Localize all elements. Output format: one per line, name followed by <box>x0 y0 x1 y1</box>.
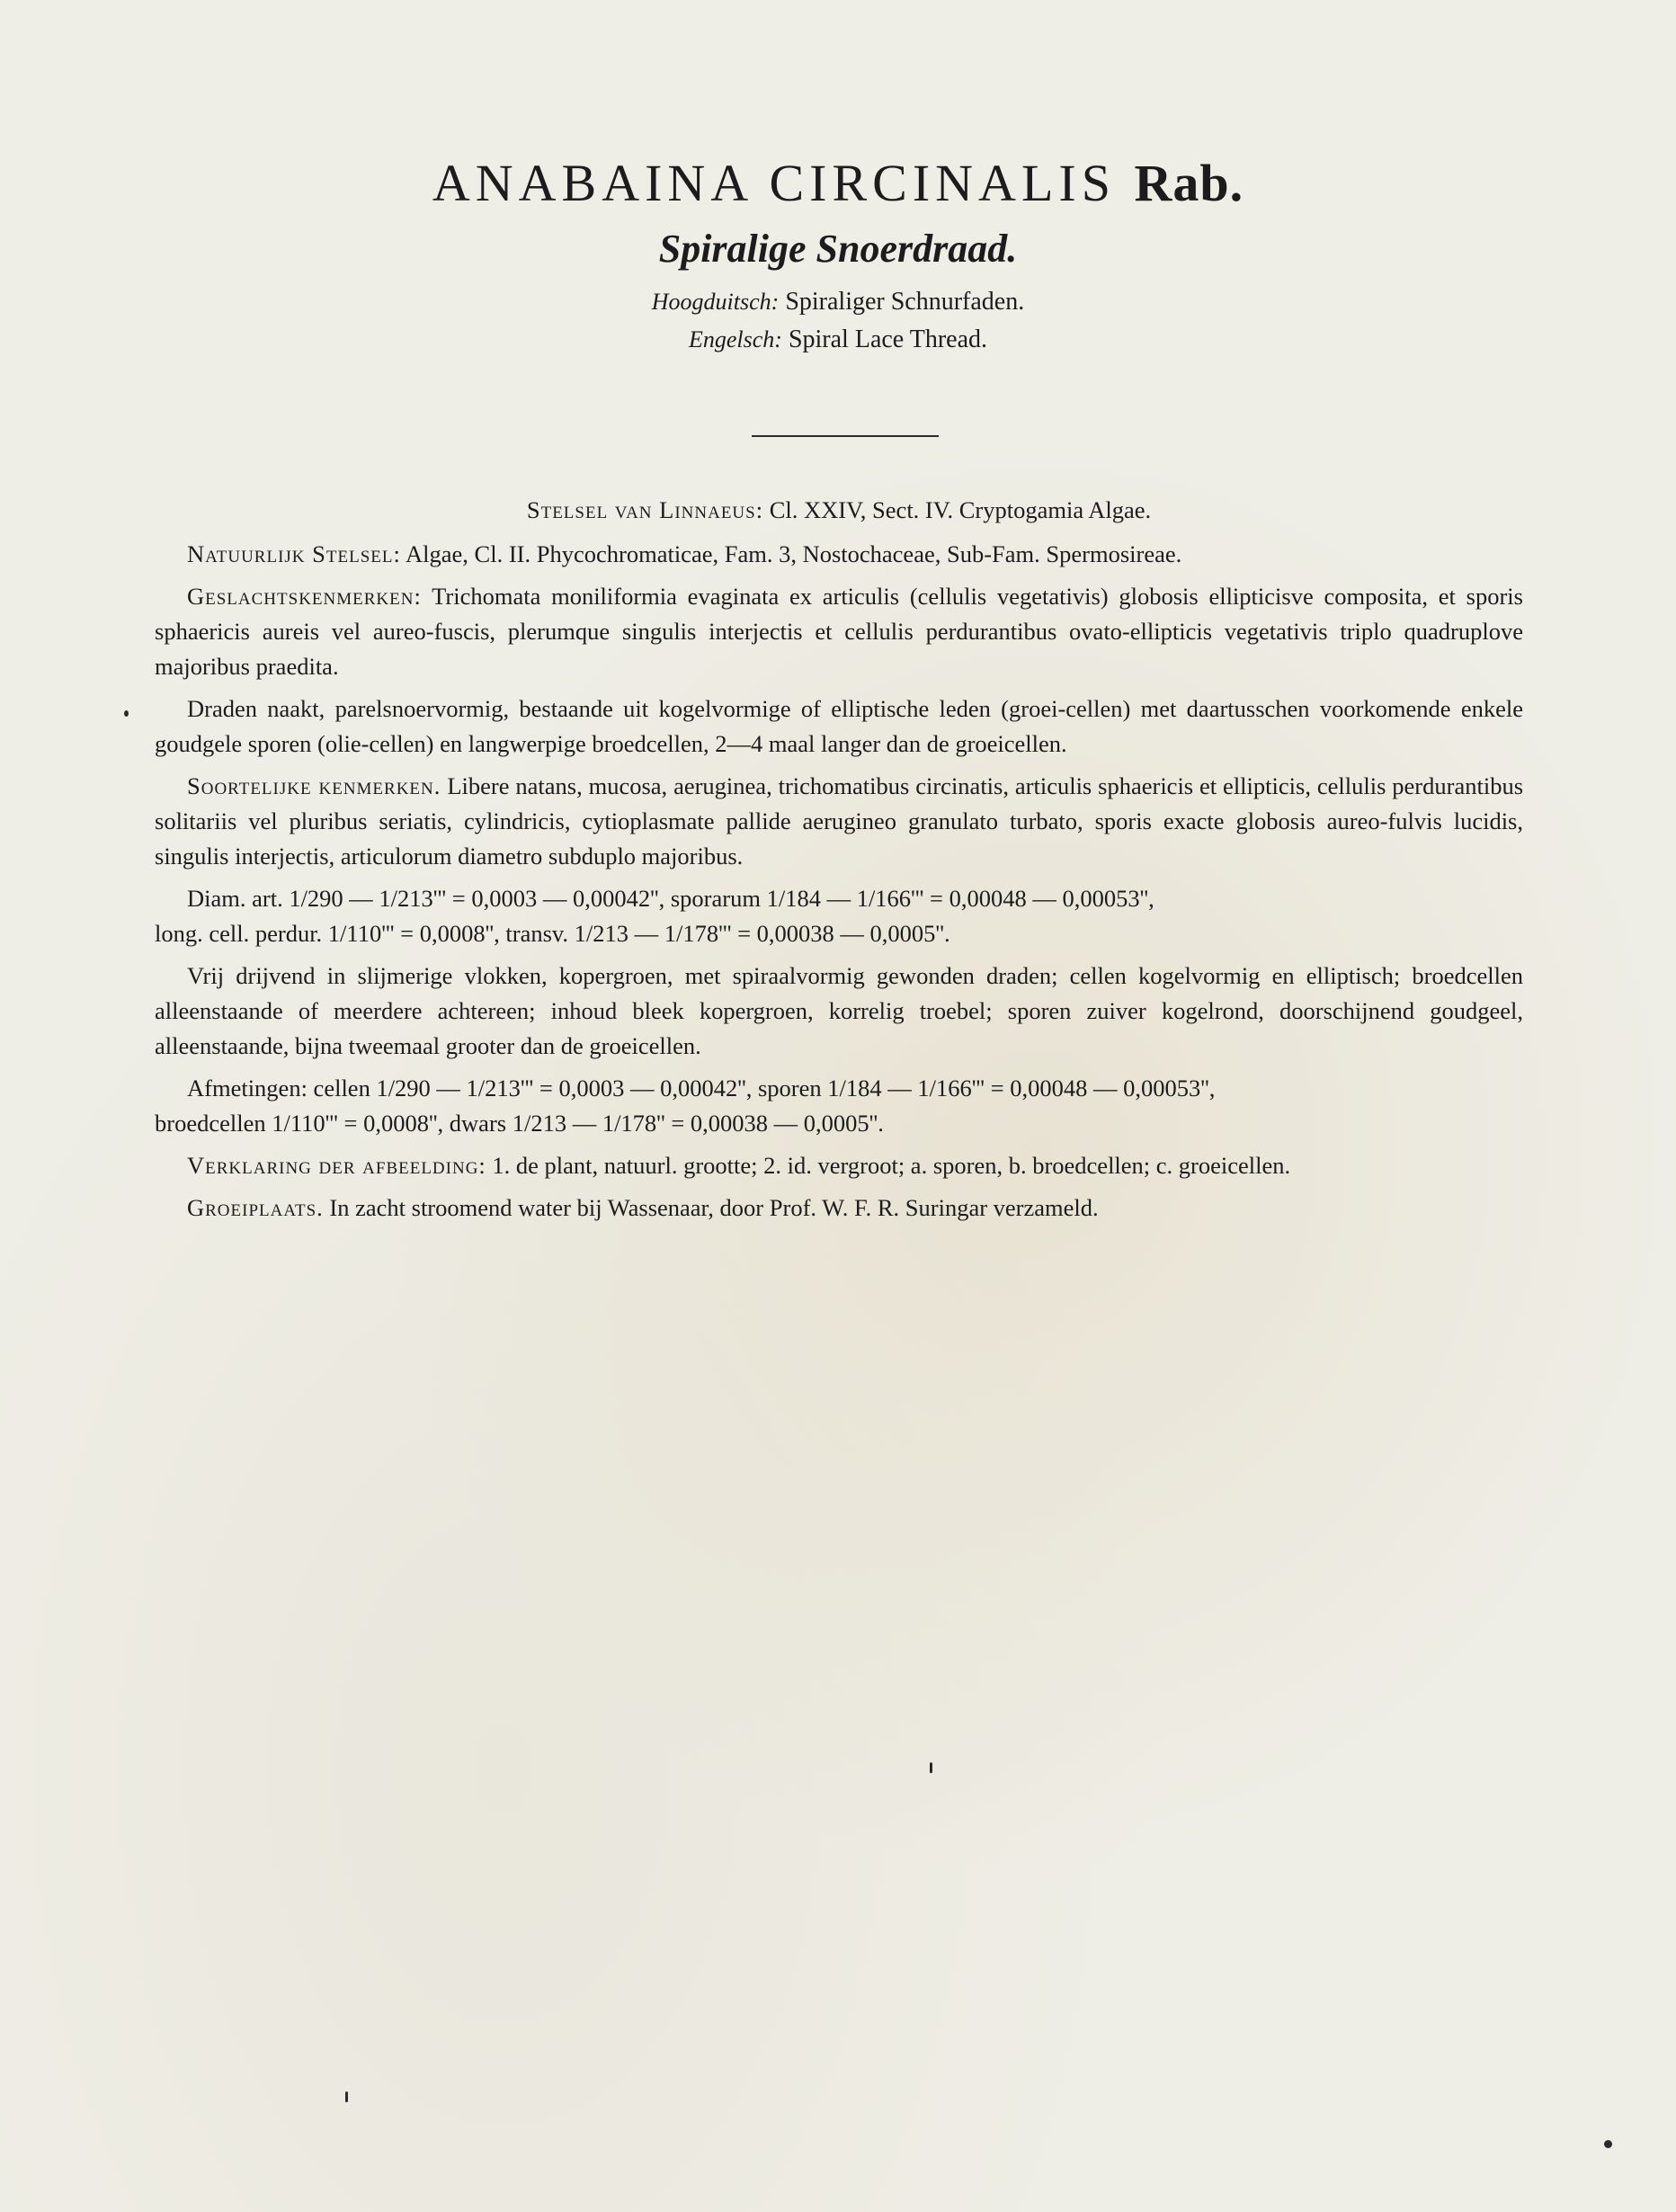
diameter-line-2: long. cell. perdur. 1/110''' = 0,0008'', transv. 1/213 — 1/178''' = 0,00038 — 0,0005''. <box>155 920 950 947</box>
species-dutch: Vrij drijvend in slijmerige vlokken, kopergroen, met spiraalvormig gewonden draden; cellen kogelvormig en elliptisch; broedcellen alleenstaande of meerdere achtereen; inhoud bleek kopergroen, korrelig troebel; sporen zuiver kogelrond, doorschijnend goudgeel, alleenstaande, bijna tweemaal grooter dan de groeicellen. <box>155 962 1523 1059</box>
diameter-measurements <box>155 881 1523 916</box>
genus-dutch: Draden naakt, parelsnoervormig, bestaande uit kogelvormige of elliptische leden (groei-cellen) met daartusschen voorkomende enkele goudgele sporen (olie-cellen) en langwerpige broedcellen, 2—4 maal langer dan de groeicellen. <box>155 695 1523 757</box>
german-name-line <box>0 288 1676 317</box>
natural-system <box>155 537 1523 572</box>
english-name: Spiral Lace Thread. <box>788 326 987 353</box>
habitat-label: Groeiplaats. <box>187 1194 324 1221</box>
figure-explanation-label: Verklaring der afbeelding: <box>187 1152 486 1179</box>
species-author: Rab. <box>1134 154 1244 212</box>
natural-label: Natuurlijk Stelsel: <box>187 540 401 567</box>
dutch-common-name: Spiralige Snoerdraad. <box>658 227 1018 271</box>
measurements-dutch <box>155 1071 1523 1106</box>
habitat-text: In zacht stroomend water bij Wassenaar, door Prof. W. F. R. Suringar verzameld. <box>329 1194 1099 1221</box>
species-text: Libere natans, mucosa, aeruginea, trichomatibus circinatis, articulis sphaericis et ellipticis, cellulis perdurantibus solitariis vel pluribus seriatis, cylindricis, cytioplasmate pallide aerugineo granulato turbato, sporis exacte globosis aureo-fulvis lucidis, singulis interjectis, articulorum diametro subduplo majoribus. <box>155 772 1524 870</box>
genus-text: Trichomata moniliformia evaginata ex articulis (cellulis vegetativis) globosis ellipticisve composita, et sporis sphaericis aureis vel aureo-fuscis, plerumque singulis interjectis et cellulis perdurantibus ovato-ellipticis vegetativis triplo quadruplove majoribus praedita. <box>155 583 1523 680</box>
figure-explanation-text: 1. de plant, natuurl. grootte; 2. id. vergroot; a. sporen, b. broedcellen; c. groeicellen. <box>492 1152 1291 1179</box>
measurements-line-1: Afmetingen: cellen 1/290 — 1/213''' = 0,0003 — 0,00042'', sporen 1/184 — 1/166''' = 0,00048 — 0,00053'', <box>187 1075 1216 1102</box>
english-name-line <box>0 326 1676 354</box>
measurements-dutch-2 <box>155 1106 1523 1141</box>
diameter-line-1: Diam. art. 1/290 — 1/213''' = 0,0003 — 0,00042'', sporarum 1/184 — 1/166''' = 0,00048 — 0,00053'', <box>187 885 1154 912</box>
species-characters <box>155 769 1523 874</box>
page-title <box>0 153 1676 213</box>
diameter-measurements-2 <box>155 916 1523 951</box>
ink-speck <box>930 1762 932 1773</box>
ink-speck <box>124 710 129 717</box>
title-block <box>0 153 1676 354</box>
english-label: Engelsch: <box>688 326 782 352</box>
description-body <box>155 493 1523 1233</box>
genus-label: Geslachtskenmerken: <box>187 583 422 610</box>
figure-explanation <box>155 1148 1523 1183</box>
german-name: Spiraliger Schnurfaden. <box>785 288 1025 316</box>
habitat <box>155 1191 1523 1226</box>
genus-characters <box>155 579 1523 684</box>
ink-speck <box>1604 2140 1612 2148</box>
ink-speck <box>345 2092 348 2102</box>
measurements-line-2: broedcellen 1/110''' = 0,0008'', dwars 1/213 — 1/178'' = 0,00038 — 0,0005''. <box>155 1110 884 1137</box>
linnaeus-system <box>155 493 1523 528</box>
natural-text: Algae, Cl. II. Phycochromaticae, Fam. 3, Nostochaceae, Sub-Fam. Spermosireae. <box>406 540 1182 567</box>
linnaeus-label: Stelsel van Linnaeus: <box>526 496 764 523</box>
species-label: Soortelijke kenmerken. <box>187 772 441 799</box>
german-label: Hoogduitsch: <box>651 289 780 315</box>
linnaeus-text: Cl. XXIV, Sect. IV. Cryptogamia Algae. <box>769 496 1152 523</box>
species-name: ANABAINA CIRCINALIS <box>432 154 1116 212</box>
divider-rule <box>752 435 939 437</box>
